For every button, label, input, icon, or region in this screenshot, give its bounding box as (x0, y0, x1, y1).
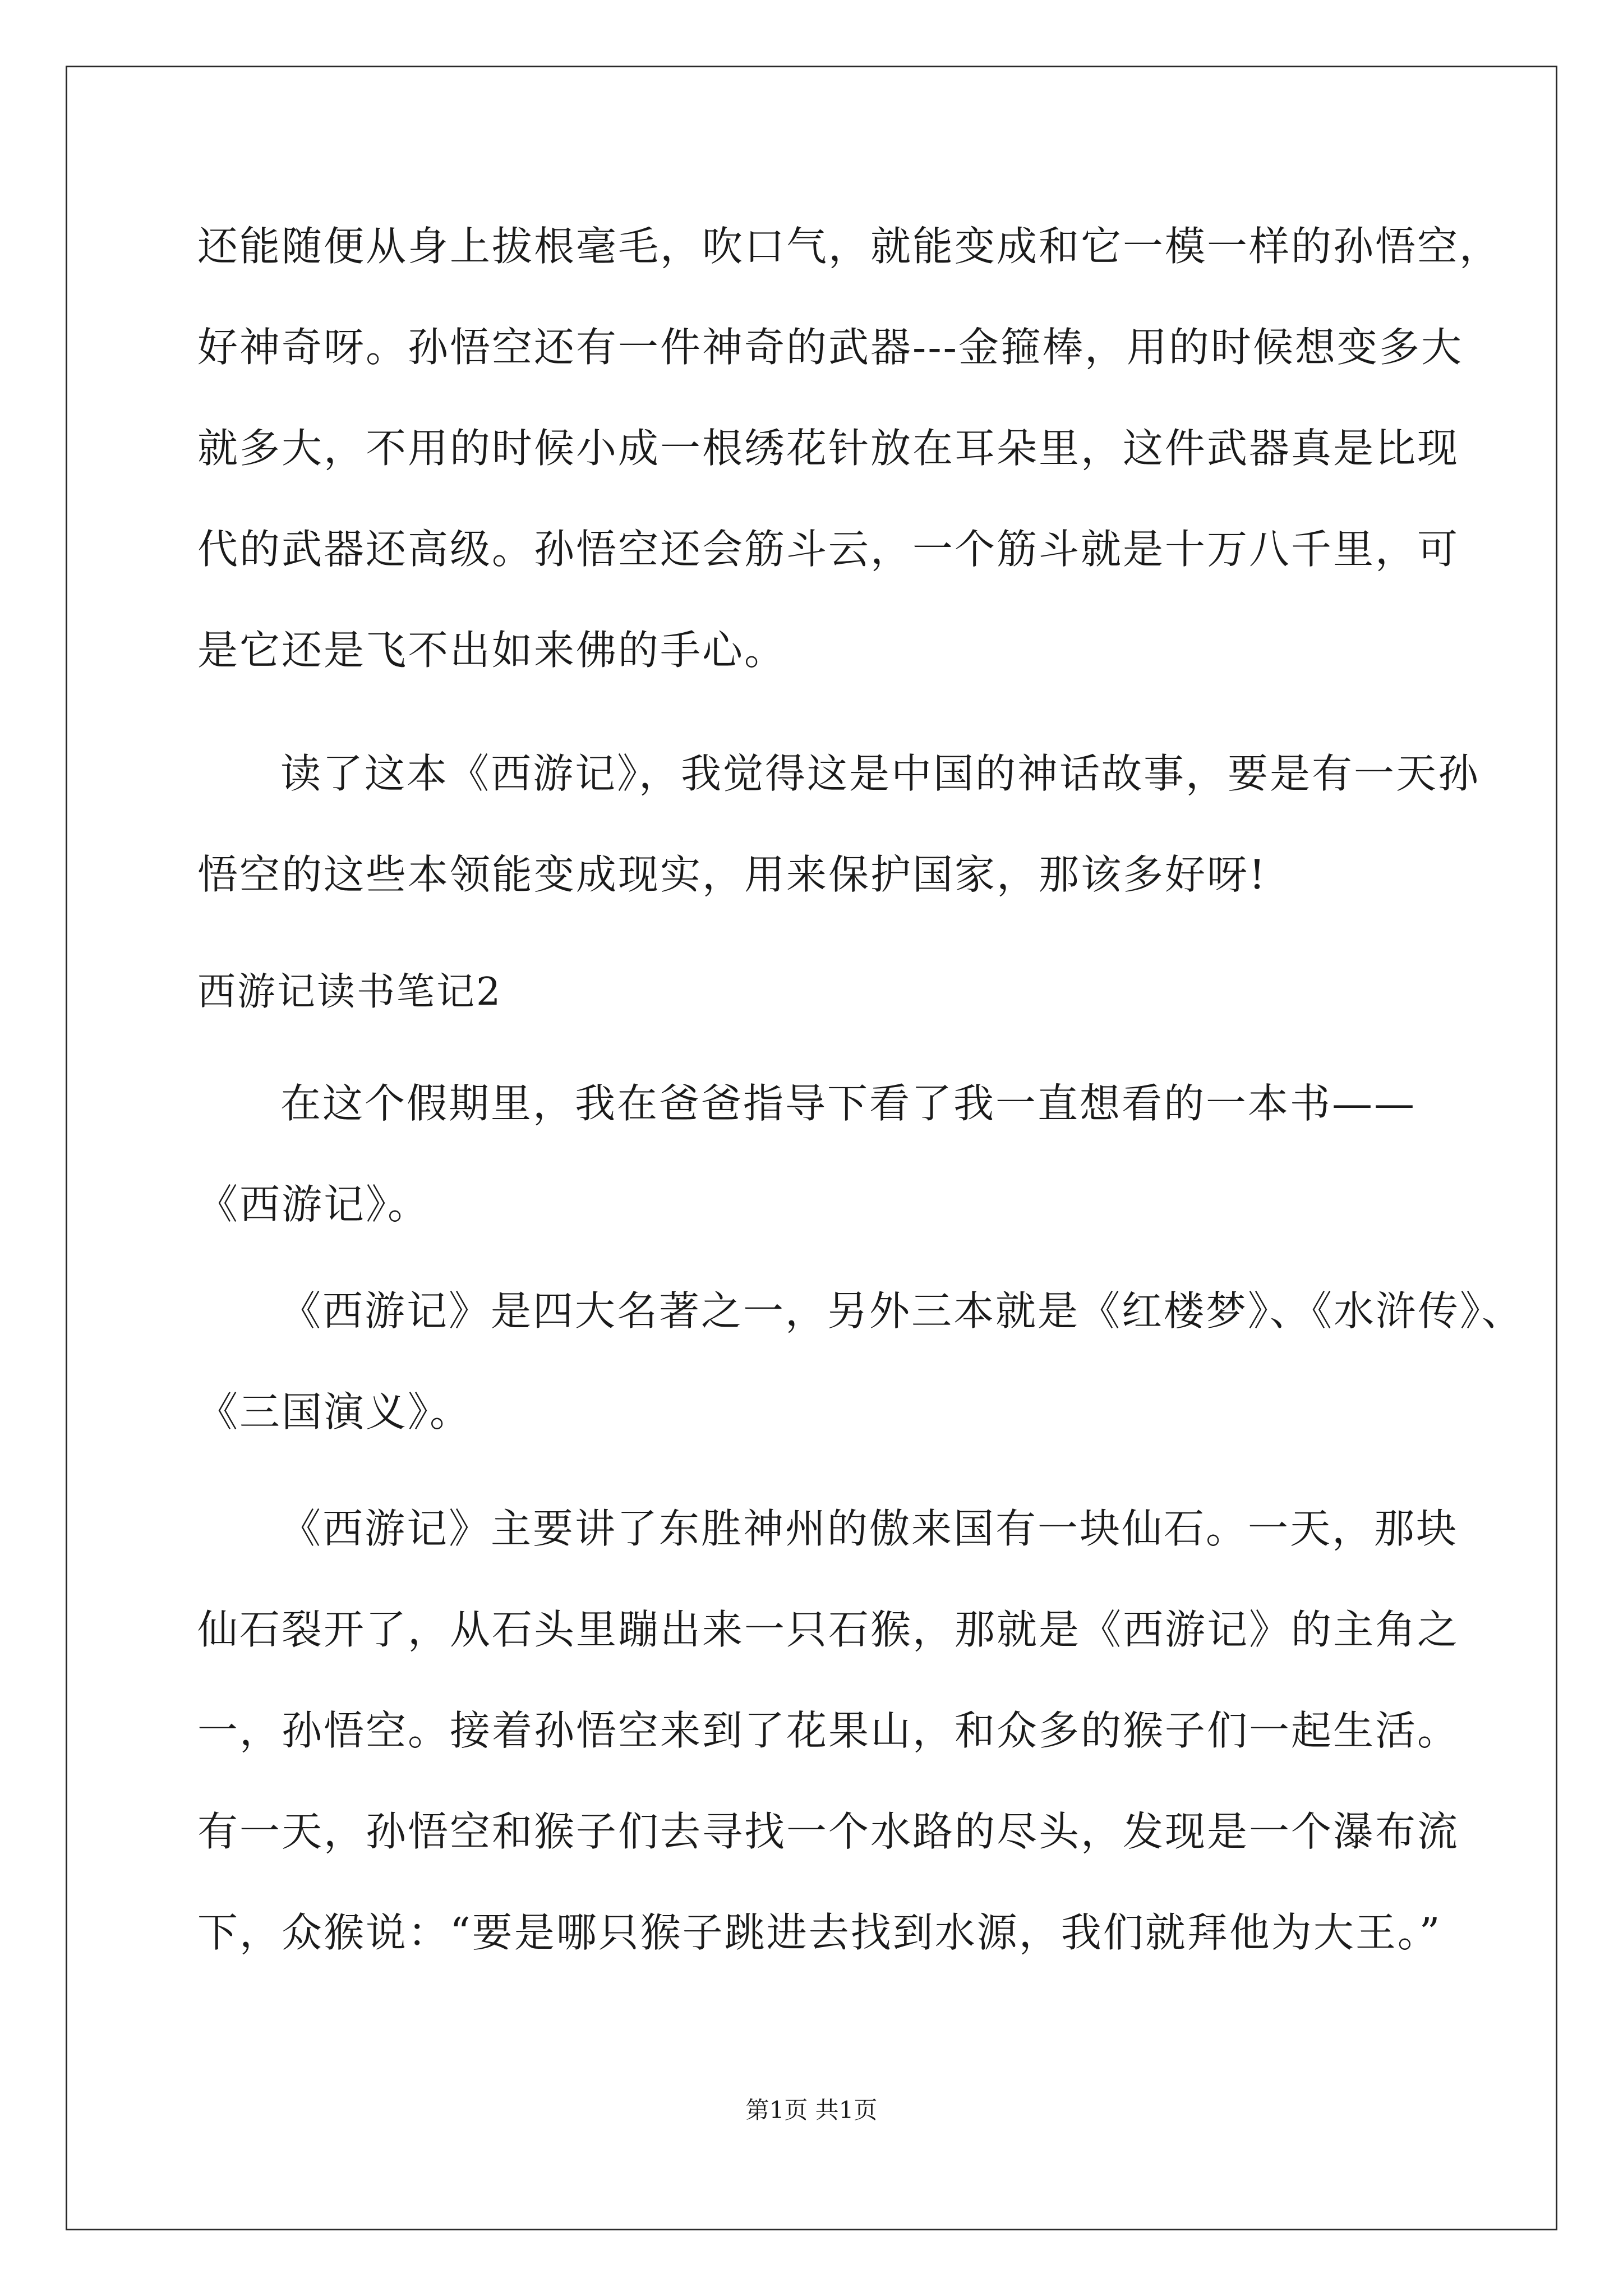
text-line: 好神奇呀。孙悟空还有一件神奇的武器---金箍棒，用的时候想变多大 (197, 324, 1463, 371)
text-line: 《三国演义》。 (197, 1388, 472, 1435)
text-line: 《西游记》是四大名著之一，另外三本就是《红楼梦》、《水浒传》、 (280, 1287, 1524, 1335)
text-line: 《西游记》主要讲了东胜神州的傲来国有一块仙石。一天，那块 (280, 1505, 1459, 1552)
page-border (66, 66, 1557, 2230)
text-line: 下，众猴说：“要是哪只猴子跳进去找到水源，我们就拜他为大王。” (197, 1909, 1442, 1956)
section-heading: 西游记读书笔记2 (197, 970, 502, 1014)
text-line: 是它还是飞不出如来佛的手心。 (197, 627, 787, 674)
text-line: 就多大，不用的时候小成一根绣花针放在耳朵里，这件武器真是比现 (197, 425, 1460, 472)
text-line: 还能随便从身上拔根毫毛，吹口气，就能变成和它一模一样的孙悟空， (197, 223, 1502, 270)
text-line: 有一天，孙悟空和猴子们去寻找一个水路的尽头，发现是一个瀑布流 (197, 1808, 1460, 1855)
text-line: 《西游记》。 (197, 1181, 430, 1228)
page-number-footer: 第1页 共1页 (745, 2096, 878, 2124)
text-line: 一，孙悟空。接着孙悟空来到了花果山，和众多的猴子们一起生活。 (197, 1707, 1460, 1754)
text-line: 在这个假期里，我在爸爸指导下看了我一直想看的一本书—— (280, 1080, 1417, 1127)
text-line: 仙石裂开了，从石头里蹦出来一只石猴，那就是《西游记》的主角之 (197, 1606, 1460, 1653)
text-line: 读了这本《西游记》，我觉得这是中国的神话故事，要是有一天孙 (280, 750, 1481, 797)
text-line: 代的武器还高级。孙悟空还会筋斗云，一个筋斗就是十万八千里，可 (197, 526, 1460, 573)
text-line: 悟空的这些本领能变成现实，用来保护国家，那该多好呀! (197, 851, 1267, 898)
